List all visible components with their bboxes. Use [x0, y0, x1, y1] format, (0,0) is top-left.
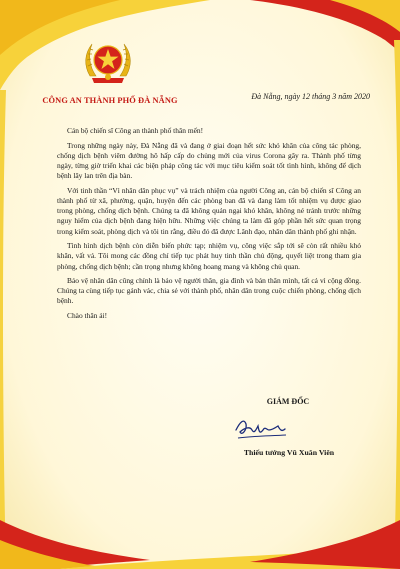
- bottom-left-swoosh: [0, 520, 150, 569]
- salutation: Cán bộ chiến sĩ Công an thành phố thân mến!: [67, 126, 204, 135]
- paragraph: Bảo vệ nhân dân cũng chính là bảo vệ người thân, gia đình và bản thân mình, tất cả vì cộng đồng. Chúng ta cùng tiếp tục gánh vác, chia sẻ với thành phố, nhân dân trong cuộc chiến phòng, chống dịch bệnh.: [57, 276, 361, 306]
- agency-name: CÔNG AN THÀNH PHỐ ĐÀ NẴNG: [42, 96, 178, 105]
- paragraph: Tình hình dịch bệnh còn diễn biến phức tạp; nhiệm vụ, công việc sắp tới sẽ còn rất nhiều khó khăn, vất vả. Tôi mong các đồng chí tiếp tục phát huy tinh thần chủ động, quyết liệt trong tham gia phòng, chống dịch bệnh; cần trọng nhưng không hoang mang và không chủ quan.: [57, 241, 361, 271]
- bottom-left-swoosh-yellow: [0, 540, 95, 569]
- paragraph: Trong những ngày này, Đà Nẵng đã và đang ở giai đoạn hết sức khó khăn của công tác phòng, chống dịch bệnh viêm đường hô hấp cấp do chủng mới của virus Corona gây ra. Thành phố từng ngày, từng giờ triển khai các biện pháp công tác với mục tiêu kiểm soát tốt tình hình, không để dịch bệnh lây lan trên địa bàn.: [57, 141, 361, 181]
- signatory-title: GIÁM ĐỐC: [266, 397, 310, 406]
- top-right-swoosh-yellow: [330, 0, 400, 32]
- top-right-swoosh: [250, 0, 400, 52]
- letter-date: Đà Nẵng, ngày 12 tháng 3 năm 2020: [251, 92, 370, 101]
- paragraph: Với tinh thần “Vì nhân dân phục vụ” và trách nhiệm của người Công an, cán bộ chiến sĩ Công an thành phố từ xã, phường, quận, huyện đến các phòng ban đã và đang làm tốt nhiệm vụ được giao trong phòng, chống dịch bệnh. Chúng ta đã không quản ngại khó khăn, không né tránh trước những nguy hiểm của dịch bệnh đang hiện hữu. Những việc chúng ta làm đã góp phần hết sức quan trọng trong kiểm soát, phòng dịch và tôi tin rằng, điều đó đã được Lãnh đạo, nhân dân thành phố ghi nhận.: [57, 186, 361, 236]
- left-edge-band: [0, 90, 6, 569]
- police-emblem-icon: [82, 36, 134, 88]
- closing: Chào thân ái!: [67, 311, 108, 321]
- handwritten-signature: [232, 408, 292, 448]
- signatory-name: Thiếu tướng Vũ Xuân Viên: [243, 448, 335, 457]
- bottom-band: [60, 548, 400, 569]
- right-edge-band: [394, 40, 400, 569]
- bottom-right-swoosh: [250, 520, 400, 569]
- letter-body: [57, 126, 361, 326]
